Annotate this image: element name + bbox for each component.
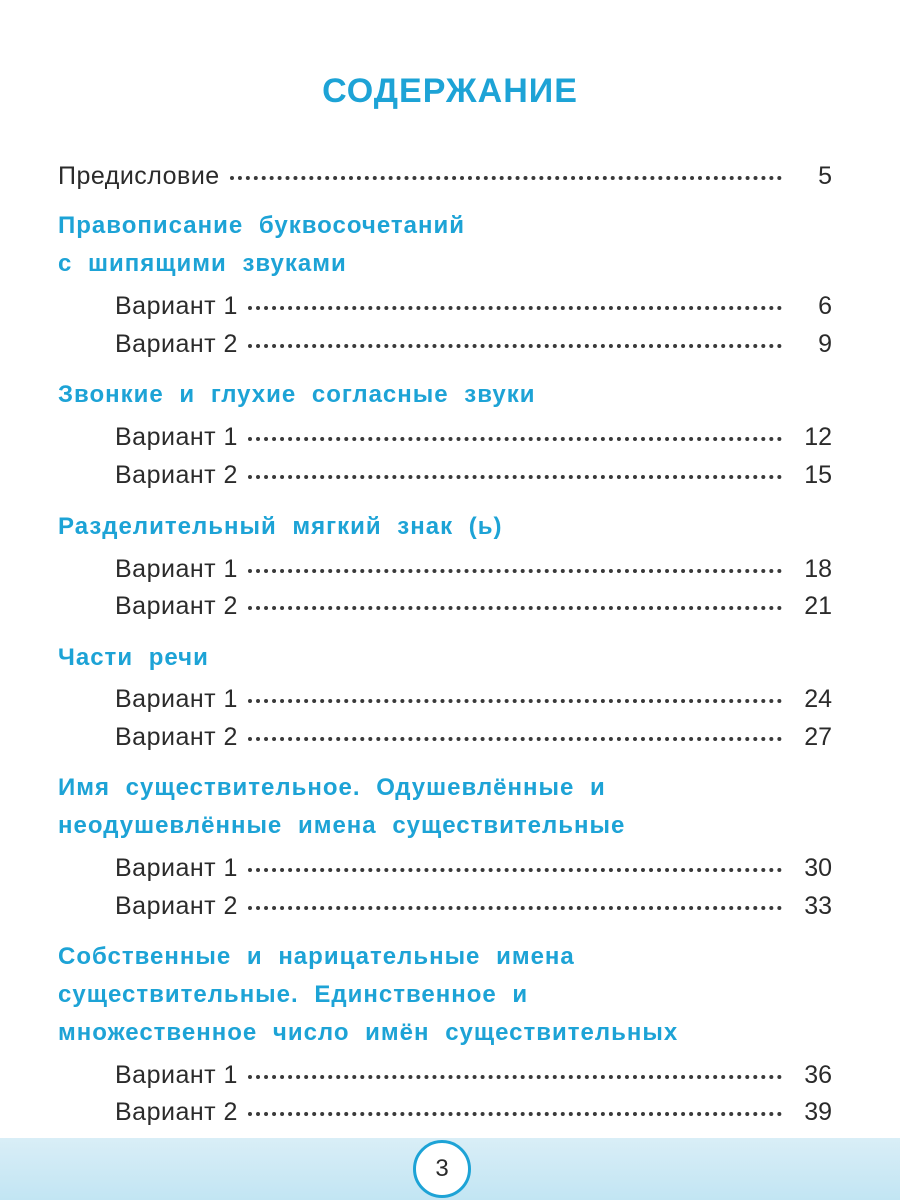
toc-entry[interactable] <box>115 555 832 584</box>
toc-entry-label: Вариант 1 <box>115 555 238 583</box>
toc-entry-page: 27 <box>804 723 832 751</box>
toc-entry[interactable] <box>115 1061 832 1090</box>
dot-leader <box>248 565 782 573</box>
toc-entry-label: Вариант 2 <box>115 592 238 620</box>
dot-leader <box>248 471 782 479</box>
toc-entry-page: 5 <box>818 162 832 190</box>
dot-leader <box>248 340 782 348</box>
toc-entry-label: Вариант 2 <box>115 1098 238 1126</box>
dot-leader <box>230 172 782 180</box>
dot-leader <box>248 733 782 741</box>
toc-entry-page: 36 <box>804 1061 832 1089</box>
section-heading: Части речи <box>58 644 209 671</box>
section-heading: Имя существительное. Одушевлённые и неодушевлённые имена существительные <box>58 774 626 839</box>
toc-entry-page: 15 <box>804 461 832 489</box>
toc-entry[interactable] <box>115 892 832 921</box>
toc-entry[interactable] <box>115 423 832 452</box>
page-title: СОДЕРЖАНИЕ <box>322 72 578 110</box>
dot-leader <box>248 1071 782 1079</box>
section-heading: Звонкие и глухие согласные звуки <box>58 381 536 408</box>
toc-entry-label: Вариант 2 <box>115 461 238 489</box>
toc-entry-label: Вариант 1 <box>115 854 238 882</box>
toc-entry[interactable] <box>115 854 832 883</box>
toc-entry-label: Вариант 1 <box>115 1061 238 1089</box>
page-number: 3 <box>413 1140 471 1198</box>
toc-entry-preface[interactable] <box>58 162 832 191</box>
toc-entry[interactable] <box>115 592 832 621</box>
toc-entry[interactable] <box>115 330 832 359</box>
toc-entry-page: 21 <box>804 592 832 620</box>
dot-leader <box>248 864 782 872</box>
toc-entry-page: 24 <box>804 685 832 713</box>
dot-leader <box>248 902 782 910</box>
dot-leader <box>248 602 782 610</box>
toc-entry-page: 12 <box>804 423 832 451</box>
toc-entry[interactable] <box>115 461 832 490</box>
toc-entry-page: 33 <box>804 892 832 920</box>
section-heading: Разделительный мягкий знак (ь) <box>58 513 503 540</box>
toc-entry-page: 6 <box>818 292 832 320</box>
dot-leader <box>248 302 782 310</box>
toc-entry-label: Предисловие <box>58 162 220 190</box>
toc-entry[interactable] <box>115 1098 832 1127</box>
dot-leader <box>248 433 782 441</box>
toc-entry-label: Вариант 1 <box>115 685 238 713</box>
toc-entry-page: 30 <box>804 854 832 882</box>
dot-leader <box>248 1108 782 1116</box>
toc-entry[interactable] <box>115 292 832 321</box>
toc-entry-label: Вариант 2 <box>115 330 238 358</box>
section-heading: Собственные и нарицательные имена существительные. Единственное и множественное число имён существительных <box>58 943 679 1046</box>
toc-entry-label: Вариант 2 <box>115 892 238 920</box>
toc-entry-label: Вариант 2 <box>115 723 238 751</box>
toc-entry-label: Вариант 1 <box>115 423 238 451</box>
section-heading: Правописание буквосочетаний с шипящими звуками <box>58 212 465 277</box>
toc-entry-page: 18 <box>804 555 832 583</box>
dot-leader <box>248 695 782 703</box>
toc-entry[interactable] <box>115 685 832 714</box>
toc-entry-label: Вариант 1 <box>115 292 238 320</box>
toc-entry-page: 39 <box>804 1098 832 1126</box>
toc-entry[interactable] <box>115 723 832 752</box>
toc-entry-page: 9 <box>818 330 832 358</box>
